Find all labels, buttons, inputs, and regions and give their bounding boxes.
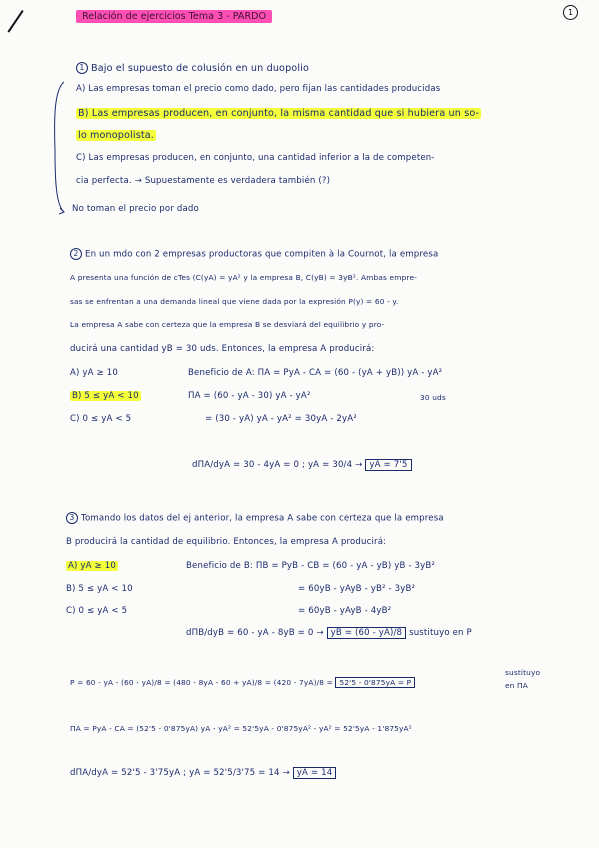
q2-derivative: dΠA/dyA = 30 - 4yA = 0 ; yA = 30/4 → yA = 7'5 (192, 460, 412, 470)
q3-derivative-2: dΠA/dyA = 52'5 - 3'75yA ; yA = 52'5/3'75 = 14 → yA = 14 (70, 768, 336, 778)
q2-equation-note: 30 uds (420, 393, 446, 402)
q3-profit-equation: ΠA = PyA - CA = (52'5 - 0'875yA) yA - yA² = 52'5yA - 0'875yA² - yA² = 52'5yA - 1'875yA² (70, 724, 412, 733)
q2-option-c: C) 0 ≤ yA < 5 (70, 414, 132, 424)
q2-option-b: B) 5 ≤ yA < 10 (72, 391, 139, 401)
q2-result: yA = 7'5 (365, 459, 411, 471)
q2-option-a: A) yA ≥ 10 (70, 368, 119, 378)
q3-option-b: B) 5 ≤ yA < 10 (66, 584, 133, 594)
q2-equation-1: Beneficio de A: ΠA = PyA - CA = (60 - (yA + yB)) yA - yA² (188, 368, 443, 378)
q3-line1: 3 Tomando los datos del ej anterior, la empresa A sabe con certeza que la empresa (66, 512, 444, 524)
q1-option-c: C) Las empresas producen, en conjunto, una cantidad inferior a la de competen- (76, 153, 435, 163)
q2-number: 2 (70, 248, 82, 260)
q3-price-note-1: sustituyo (505, 668, 541, 677)
pen-stroke-mark (7, 10, 23, 33)
q3-equation-3: = 60yB - yAyB - 4yB² (298, 606, 392, 616)
q2-line4: La empresa A sabe con certeza que la empresa B se desviará del equilibrio y pro- (70, 320, 385, 329)
q1-option-a: A) Las empresas toman el precio como dado, pero fijan las cantidades producidas (76, 84, 441, 94)
q3-equation-2: = 60yB - yAyB - yB² - 3yB² (298, 584, 416, 594)
q1-number: 1 (76, 62, 88, 74)
q3-price-note-2: en ΠA (505, 681, 528, 690)
q2-line2: A presenta una función de cTes (C(yA) = yA² y la empresa B, C(yB) = 3yB². Ambas empre- (70, 273, 417, 282)
q1-option-b: B) Las empresas producen, en conjunto, la misma cantidad que si hubiera un so- (78, 108, 480, 119)
q3-result: yA = 14 (293, 767, 337, 779)
q3-yb-box: yB = (60 - yA)/8 (327, 627, 407, 639)
q2-line1: 2 En un mdo con 2 empresas productoras que compiten à la Cournot, la empresa (70, 248, 438, 260)
q1-note: No toman el precio por dado (72, 204, 199, 214)
q2-line5: ducirá una cantidad yB = 30 uds. Entonces, la empresa A producirá: (70, 344, 375, 354)
q1-prompt: 1 Bajo el supuesto de colusión en un duopolio (76, 62, 309, 74)
q3-line2: B producirá la cantidad de equilibrio. Entonces, la empresa A producirá: (66, 537, 387, 547)
page-number: 1 (563, 5, 578, 20)
bracket-arrow (52, 80, 66, 220)
q3-number: 3 (66, 512, 78, 524)
page-title: Relación de ejercicios Tema 3 - PARDO (76, 10, 272, 23)
q1-option-b-cont: lo monopolista. (78, 130, 154, 141)
q3-equation-1: Beneficio de B: ΠB = PyB - CB = (60 - yA - yB) yB - 3yB² (186, 561, 436, 571)
q1-option-c-cont: cia perfecta. → Supuestamente es verdadera también (?) (76, 176, 331, 186)
q3-price-box: 52'5 - 0'875yA = P (335, 677, 415, 688)
q3-option-c: C) 0 ≤ yA < 5 (66, 606, 128, 616)
q2-equation-2: ΠA = (60 - yA - 30) yA - yA² (188, 391, 311, 401)
q2-equation-3: = (30 - yA) yA - yA² = 30yA - 2yA² (205, 414, 357, 424)
q2-line3: sas se enfrentan a una demanda lineal que viene dada por la expresión P(y) = 60 - y. (70, 297, 399, 306)
q3-derivative: dΠB/dyB = 60 - yA - 8yB = 0 → yB = (60 - yA)/8 sustituyo en P (186, 628, 472, 638)
q3-price-equation: P = 60 - yA - (60 - yA)/8 = (480 - 8yA - 60 + yA)/8 = (420 - 7yA)/8 = 52'5 - 0'875yA = P (70, 678, 415, 687)
q3-option-a: A) yA ≥ 10 (68, 561, 117, 571)
